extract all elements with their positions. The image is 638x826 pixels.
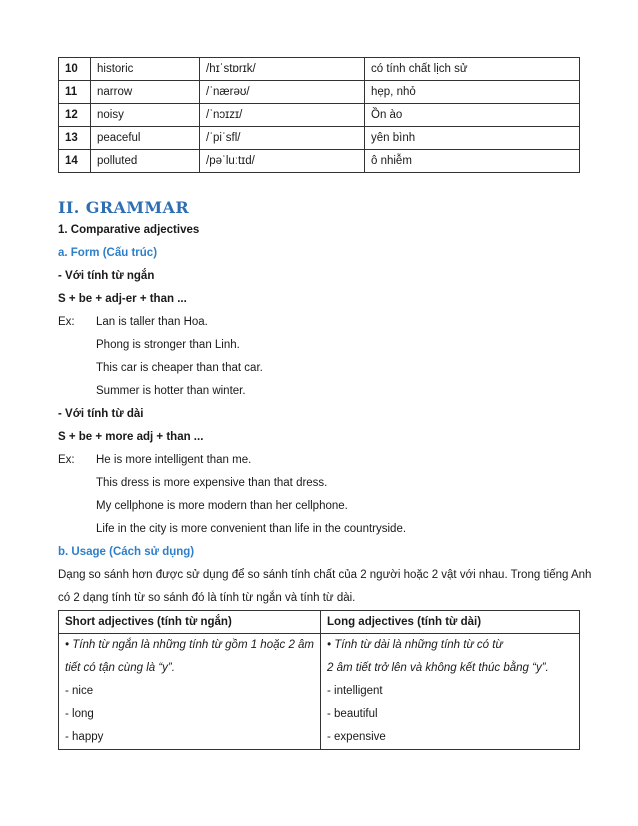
vocab-pronunciation: /hɪˈstɒrɪk/ [200, 58, 365, 81]
vocab-meaning: Ồn ào [365, 104, 580, 127]
short-formula: S + be + adj-er + than ... [58, 293, 187, 305]
short-adjectives-header: Short adjectives (tính từ ngắn) [59, 611, 321, 634]
section-title: 1. Comparative adjectives [58, 224, 200, 236]
vocab-meaning: có tính chất lịch sử [365, 58, 580, 81]
example-sentence: This car is cheaper than that car. [96, 362, 263, 374]
usage-paragraph-line: có 2 dạng tính từ so sánh đó là tính từ ngắn và tính từ dài. [58, 592, 356, 604]
example-sentence: Phong is stronger than Linh. [96, 339, 240, 351]
vocab-meaning: ô nhiễm [365, 150, 580, 173]
example-sentence: My cellphone is more modern than her cellphone. [96, 500, 348, 512]
example-sentence: This dress is more expensive than that dress. [96, 477, 328, 489]
vocabulary-table [58, 57, 580, 173]
example-line [58, 311, 580, 334]
long-definition-line: 2 âm tiết trở lên và không kết thúc bằng “y”. [327, 662, 549, 674]
vocab-meaning: yên bình [365, 127, 580, 150]
usage-table [58, 610, 580, 750]
vocab-pronunciation: /pəˈluːtɪd/ [200, 150, 365, 173]
example-sentence: He is more intelligent than me. [96, 454, 252, 466]
row-number: 11 [59, 81, 91, 104]
vocab-meaning: hẹp, nhỏ [365, 81, 580, 104]
short-example: - nice [65, 685, 94, 697]
table-row [59, 104, 580, 127]
document-page [58, 57, 592, 750]
example-sentence: Summer is hotter than winter. [96, 385, 246, 397]
example-label: Ex: [58, 454, 75, 466]
row-number: 14 [59, 150, 91, 173]
short-example: - happy [65, 731, 104, 743]
vocab-word: historic [91, 58, 200, 81]
vocab-word: narrow [91, 81, 200, 104]
grammar-heading: II. GRAMMAR [58, 198, 190, 217]
short-definition-line: tiết có tận cùng là “y”. [65, 662, 175, 674]
long-definition-line: • Tính từ dài là những tính từ có từ [327, 639, 503, 651]
row-number: 13 [59, 127, 91, 150]
long-adjectives-cell [321, 634, 580, 750]
short-adjective-heading: - Với tính từ ngắn [58, 270, 155, 282]
usage-heading: b. Usage (Cách sử dụng) [58, 546, 195, 558]
example-label: Ex: [58, 316, 75, 328]
table-row [59, 81, 580, 104]
table-row [59, 150, 580, 173]
form-heading: a. Form (Cấu trúc) [58, 247, 158, 259]
long-formula: S + be + more adj + than ... [58, 431, 204, 443]
vocab-pronunciation: /ˈnɔɪzɪ/ [200, 104, 365, 127]
example-sentence: Lan is taller than Hoa. [96, 316, 208, 328]
usage-paragraph-line: Dạng so sánh hơn được sử dụng để so sánh tính chất của 2 người hoặc 2 vật với nhau. Trong tiếng Anh [58, 569, 592, 581]
long-adjective-heading: - Với tính từ dài [58, 408, 144, 420]
vocab-word: noisy [91, 104, 200, 127]
long-example: - intelligent [327, 685, 383, 697]
short-definition-line: • Tính từ ngắn là những tính từ gồm 1 hoặc 2 âm [65, 639, 315, 651]
table-row [59, 127, 580, 150]
long-example: - beautiful [327, 708, 378, 720]
short-example: - long [65, 708, 94, 720]
table-row [59, 58, 580, 81]
long-adjectives-header: Long adjectives (tính từ dài) [321, 611, 580, 634]
vocab-pronunciation: /ˈnærəʊ/ [200, 81, 365, 104]
long-example: - expensive [327, 731, 386, 743]
vocab-pronunciation: /ˈpiˈsfl/ [200, 127, 365, 150]
table-row [59, 634, 580, 750]
example-sentence: Life in the city is more convenient than life in the countryside. [96, 523, 407, 535]
vocab-word: polluted [91, 150, 200, 173]
vocab-word: peaceful [91, 127, 200, 150]
row-number: 10 [59, 58, 91, 81]
row-number: 12 [59, 104, 91, 127]
example-line [58, 449, 580, 472]
table-header-row [59, 611, 580, 634]
short-adjectives-cell [59, 634, 321, 750]
